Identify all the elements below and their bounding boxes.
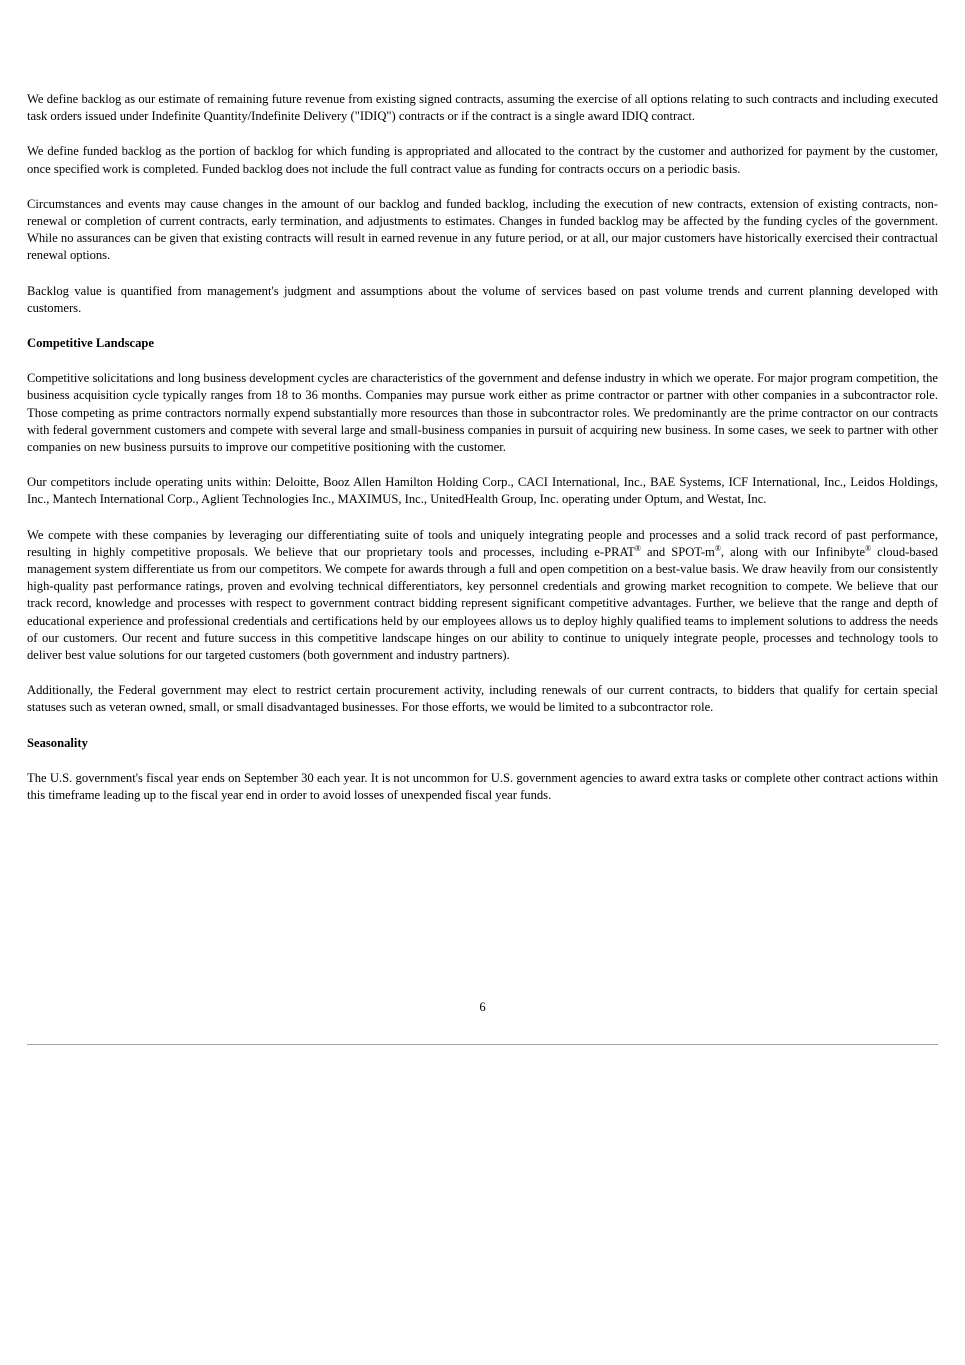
funded-backlog-paragraph: We define funded backlog as the portion of backlog for which funding is appropriated and allocated to the contract by the customer and authorized for payment by the customer, once specified work is completed. Funded backlog does not include the full contract value as funding for contracts occurs on a periodic basis. xyxy=(27,144,938,176)
backlog-changes-paragraph: Circumstances and events may cause changes in the amount of our backlog and funded backlog, including the execution of new contracts, extension of existing contracts, non-renewal or completion of current contracts, early termination, and adjustments to estimates. Changes in funded backlog may be affected by the funding cycles of the government. While no assurances can be given that existing contracts will result in earned revenue in any future period, or at all, our major customers have historically exercised their contractual renewal options. xyxy=(27,196,938,263)
compete-text-part-2: and SPOT-m xyxy=(640,544,715,559)
registered-mark: ® xyxy=(865,543,872,553)
compete-text-part-1: We compete with these companies by leveraging our differentiating suite of tools and uniquely integrating people and processes and a solid track record of past performance, resulting in highly competitive proposals. We believe that our proprietary tools and processes, including e-PRAT xyxy=(27,527,938,559)
federal-restrictions-paragraph: Additionally, the Federal government may elect to restrict certain procurement activity, including renewals of our current contracts, to bidders that qualify for certain special statuses such as veteran owned, small, or small disadvantaged businesses. For those efforts, we would be limited to a subcontractor role. xyxy=(27,683,938,715)
backlog-definition-paragraph: We define backlog as our estimate of remaining future revenue from existing signed contracts, assuming the exercise of all options relating to such contracts and including executed task orders issued under Indefinite Quantity/Indefinite Delivery ("IDIQ") contracts or if the contract is a single award IDIQ contract. xyxy=(27,92,938,124)
competitive-landscape-heading: Competitive Landscape xyxy=(27,336,154,351)
competitors-paragraph: Our competitors include operating units within: Deloitte, Booz Allen Hamilton Holding Corp., CACI International, Inc., BAE Systems, ICF International, Inc., Leidos Holdings, Inc., Mantech International Corp., Aglient Technologies Inc., MAXIMUS, Inc., UnitedHealth Group, Inc. operating under Optum, and Westat, Inc. xyxy=(27,475,938,507)
registered-mark: ® xyxy=(634,543,641,553)
compete-text-part-4: cloud-based management system differentiate us from our competitors. We compete for awards through a full and open competition on a best-value basis. We draw heavily from our consistently high-quality past performance ratings, proven and evolving technical differentiators, key personnel credentials and growing market recognition to compete. We believe that our track record, knowledge and processes with respect to government contract bidding represent significant competitive advantages. Further, we believe that the range and depth of educational experience and professional credentials and certifications held by our employees allows us to deploy highly qualified teams to implement solutions to address the needs of our customers. Our recent and future success in this competitive landscape hinges on our ability to continue to uniquely integrate people, processes and technology tools to deliver best value solutions for our targeted customers (both government and industry partners). xyxy=(27,544,938,663)
compete-strategy-paragraph xyxy=(27,527,938,665)
seasonality-heading: Seasonality xyxy=(27,735,88,750)
fiscal-year-paragraph: The U.S. government's fiscal year ends on September 30 each year. It is not uncommon for U.S. government agencies to award extra tasks or complete other contract actions within this timeframe leading up to the fiscal year end in order to avoid losses of unexpended fiscal year funds. xyxy=(27,770,938,803)
registered-mark: ® xyxy=(714,543,721,553)
footer-divider xyxy=(27,1044,938,1045)
document-body xyxy=(27,91,938,822)
page-number: 6 xyxy=(479,1000,486,1014)
backlog-value-paragraph: Backlog value is quantified from management's judgment and assumptions about the volume of services based on past volume trends and current planning developed with customers. xyxy=(27,283,938,315)
competitive-solicitations-paragraph: Competitive solicitations and long business development cycles are characteristics of the government and defense industry in which we operate. For major program competition, the business acquisition cycle typically ranges from 18 to 36 months. Companies may pursue work either as prime contractor or partner with other companies in a subcontractor role. Those competing as prime contractors normally expend substantially more resources than those in subcontractor roles. We predominantly are the prime contractor on our contracts with federal government customers and compete with several large and small-business companies in pursuit of acquiring new business. In some cases, we seek to partner with other companies on new business pursuits to improve our competitive positioning with the customer. xyxy=(27,371,938,455)
compete-text-part-3: , along with our Infinibyte xyxy=(720,544,866,559)
